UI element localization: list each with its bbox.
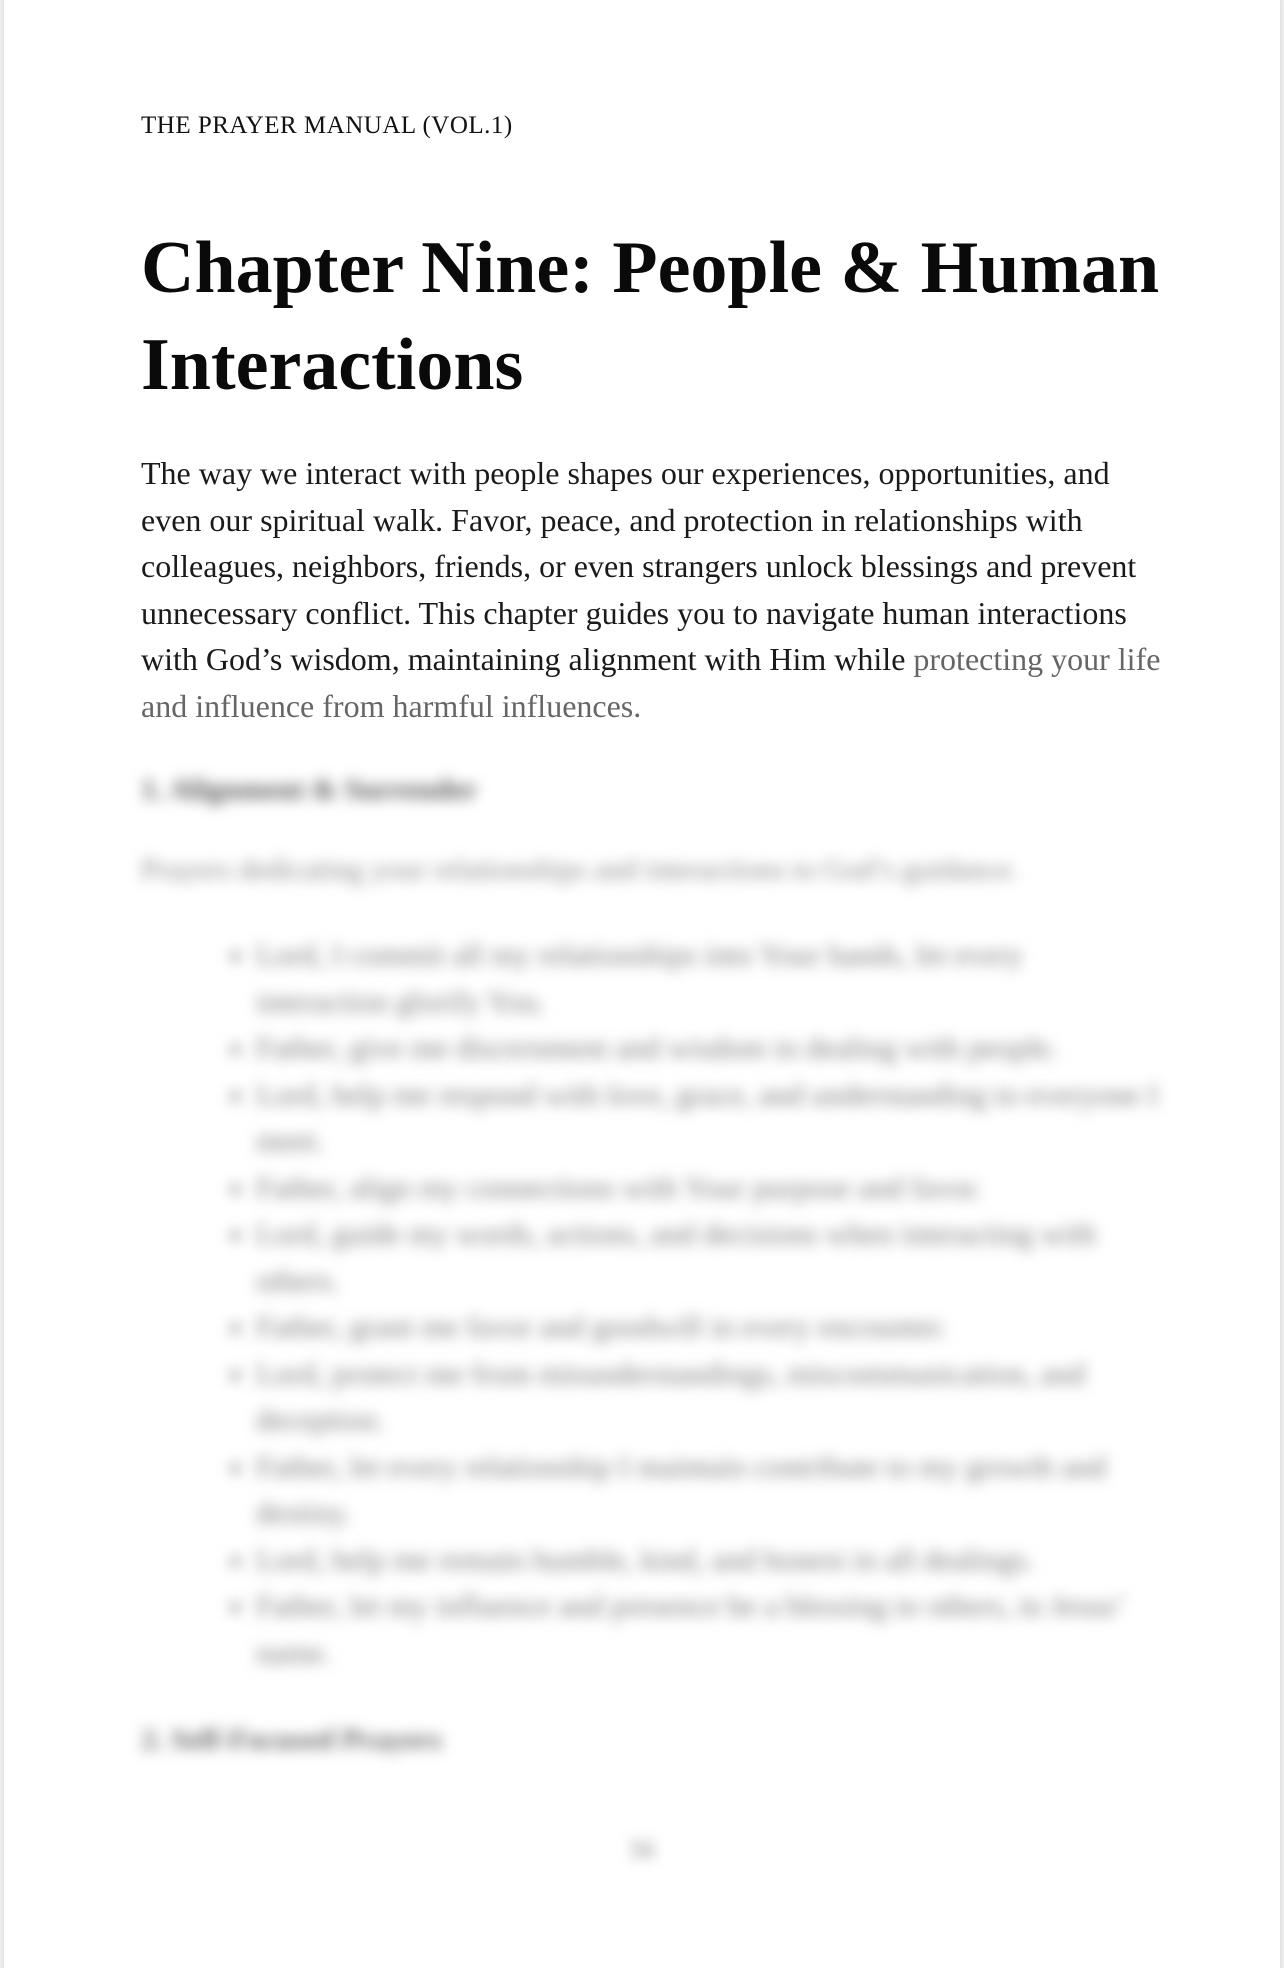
chapter-title: Chapter Nine: People & Human Interactions — [141, 227, 1160, 406]
blurred-content — [141, 770, 1161, 1760]
prayer-item: • Lord, guide my words, actions, and decisions when interacting with others. — [256, 1211, 1161, 1304]
section-heading: 1. Alignment & Surrender — [141, 773, 478, 806]
page-number: 56 — [629, 1835, 655, 1864]
intro-text: The way we interact with people shapes our experiences, opportunities, and even our spiritual walk. Favor, peace, and protection in relationships with colleagues, neighbors, friends, or even strangers unlock blessings and prevent unnecessary conflict. This chapter guides you to navigate human interactions with God’s wisdom, maintaining alignment with Him while — [141, 455, 1137, 677]
prayer-item: • Lord, I commit all my relationships into Your hands, let every interaction glorify You. — [256, 932, 1161, 1025]
section-description: Prayers dedicating your relationships and interactions to God’s guidance. — [141, 853, 1019, 886]
prayer-item: • Father, align my connections with Your purpose and favor. — [256, 1165, 1161, 1212]
prayer-item: • Father, give me discernment and wisdom in dealing with people. — [256, 1025, 1161, 1072]
prayer-item: • Lord, protect me from misunderstandings, miscommunication, and deception. — [256, 1351, 1161, 1444]
intro-paragraph — [141, 450, 1161, 729]
running-head: THE PRAYER MANUAL (VOL.1) — [141, 112, 513, 139]
prayer-item: • Lord, help me remain humble, kind, and honest in all dealings. — [256, 1537, 1161, 1584]
prayer-item: • Father, let my influence and presence be a blessing to others, in Jesus’ name. — [256, 1583, 1161, 1676]
prayer-item: • Father, grant me favor and goodwill in every encounter. — [256, 1304, 1161, 1351]
document-page — [4, 0, 1280, 1968]
intro-text-faded: protecting your life and influence from harmful influences. — [141, 641, 1161, 724]
prayer-item: • Father, let every relationship I maintain contribute to my growth and destiny. — [256, 1444, 1161, 1537]
section-heading-2: 2. Self-Focused Prayers — [141, 1723, 442, 1756]
prayer-item: • Lord, help me respond with love, grace, and understanding to everyone I meet. — [256, 1072, 1161, 1165]
prayer-list — [141, 932, 1161, 1676]
